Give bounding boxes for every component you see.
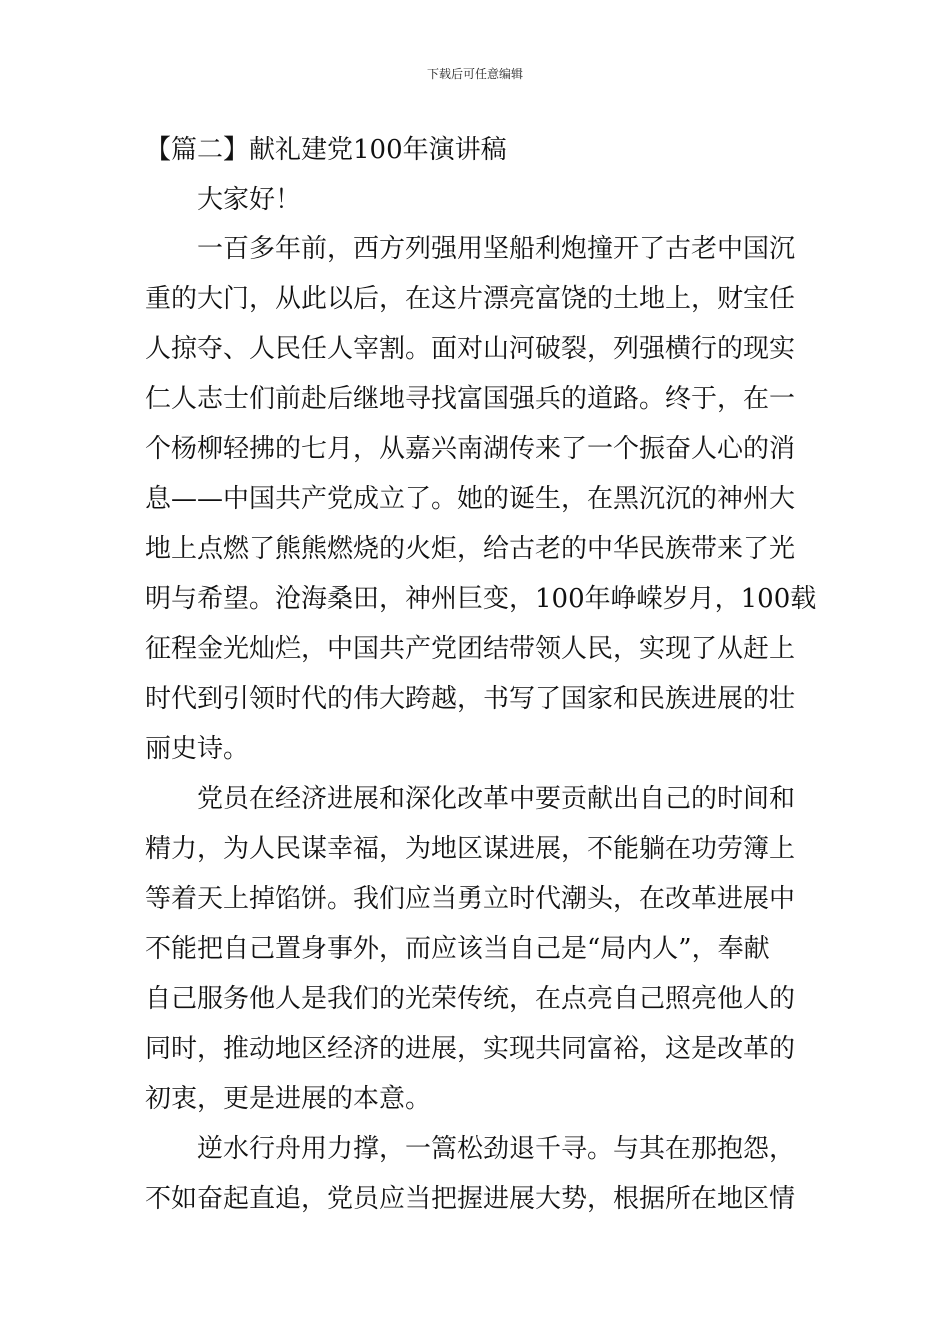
greeting-line: 大家好！ [197, 185, 302, 215]
paragraph-1-line-2: 重的大门，从此以后，在这片漂亮富饶的土地上，财宝任 [145, 284, 796, 314]
paragraph-2-line-7: 初衷，更是进展的本意。 [145, 1084, 432, 1114]
paragraph-2-line-4: 不能把自己置身事外，而应该当自己是“局内人”，奉献 [145, 934, 770, 964]
document-title: 【篇二】献礼建党100年演讲稿 [145, 135, 507, 165]
paragraph-2-line-3: 等着天上掉馅饼。我们应当勇立时代潮头，在改革进展中 [145, 884, 796, 914]
paragraph-1-line-10: 时代到引领时代的伟大跨越，书写了国家和民族进展的壮 [145, 684, 796, 714]
paragraph-1-line-3: 人掠夺、人民任人宰割。面对山河破裂，列强横行的现实 [145, 334, 796, 364]
paragraph-2-line-5: 自己服务他人是我们的光荣传统，在点亮自己照亮他人的 [145, 984, 796, 1014]
paragraph-1-line-6: 息——中国共产党成立了。她的诞生，在黑沉沉的神州大 [145, 484, 796, 514]
paragraph-3-line-1: 逆水行舟用力撑，一篙松劲退千寻。与其在那抱怨， [197, 1134, 796, 1164]
paragraph-1-line-5: 个杨柳轻拂的七月，从嘉兴南湖传来了一个振奋人心的消 [145, 434, 796, 464]
paragraph-1-line-9: 征程金光灿烂，中国共产党团结带领人民，实现了从赶上 [145, 634, 796, 664]
paragraph-3-line-2: 不如奋起直追，党员应当把握进展大势，根据所在地区情 [145, 1184, 796, 1214]
paragraph-2-line-1: 党员在经济进展和深化改革中要贡献出自己的时间和 [197, 784, 796, 814]
paragraph-2-line-6: 同时，推动地区经济的进展，实现共同富裕，这是改革的 [145, 1034, 796, 1064]
paragraph-1-line-7: 地上点燃了熊熊燃烧的火炬，给古老的中华民族带来了光 [145, 534, 796, 564]
paragraph-1-line-1: 一百多年前，西方列强用坚船利炮撞开了古老中国沉 [197, 234, 796, 264]
paragraph-1-line-8: 明与希望。沧海桑田，神州巨变，100年峥嵘岁月，100载 [145, 584, 817, 614]
paragraph-1-line-4: 仁人志士们前赴后继地寻找富国强兵的道路。终于，在一 [145, 384, 796, 414]
paragraph-1-line-11: 丽史诗。 [145, 734, 250, 764]
paragraph-2-line-2: 精力，为人民谋幸福，为地区谋进展，不能躺在功劳簿上 [145, 834, 796, 864]
page-header-note: 下载后可任意编辑 [426, 67, 523, 81]
